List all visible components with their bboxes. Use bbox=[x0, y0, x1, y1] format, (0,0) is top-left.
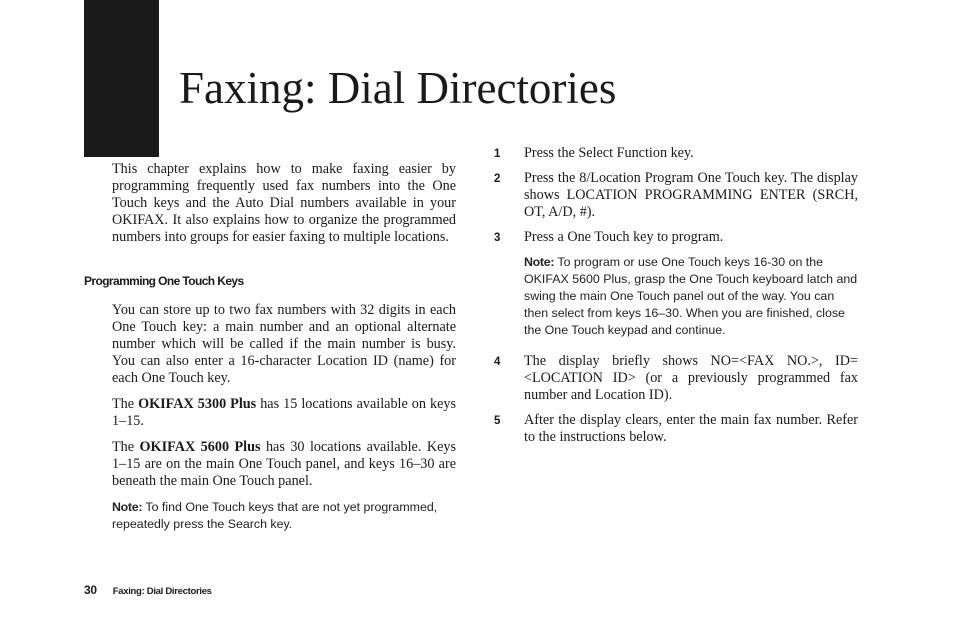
intro-column bbox=[112, 161, 456, 246]
running-title: Faxing: Dial Directories bbox=[112, 586, 212, 597]
para2-post: has 15 locations available on keys 1–15. bbox=[112, 396, 457, 429]
step-text: Press the Select Function key. bbox=[524, 145, 694, 161]
step-2 bbox=[494, 170, 858, 221]
intro-paragraph: This chapter explains how to make faxing easier by programming frequently used fax numbers into the One Touch keys and the Auto Dial numbers available in your OKIFAX. It also explains how to organize the programmed numbers into groups for easier faxing to multiple locations. bbox=[112, 161, 456, 245]
body-paragraph-1: You can store up to two fax numbers with 32 digits in each One Touch key: a main number and an optional alternate number which will be called if the main number is busy. You can also enter a 16-character Location ID (name) for each One Touch key. bbox=[112, 302, 456, 386]
note-right bbox=[494, 254, 858, 339]
step-number: 3 bbox=[494, 232, 501, 244]
para3-pre: The bbox=[112, 439, 140, 455]
body-paragraph-3 bbox=[112, 439, 456, 490]
page-number: 30 bbox=[84, 583, 97, 597]
model-5600: OKIFAX 5600 Plus bbox=[139, 439, 261, 455]
step-5 bbox=[494, 412, 858, 446]
chapter-title: Faxing: Dial Directories bbox=[179, 63, 617, 113]
step-text: The display briefly shows NO=<FAX NO.>, ID=<LOCATION ID> (or a previously programmed fax number and Location ID). bbox=[524, 353, 858, 403]
para3-post: has 30 locations available. Keys 1–15 are on the main One Touch panel, and keys 16–30 are beneath the main One Touch panel. bbox=[112, 439, 456, 489]
step-text: After the display clears, enter the main fax number. Refer to the instructions below. bbox=[524, 412, 858, 445]
step-number: 5 bbox=[494, 415, 501, 427]
step-number: 1 bbox=[494, 148, 501, 160]
step-3 bbox=[494, 229, 858, 246]
steps-column bbox=[494, 145, 858, 454]
note-left bbox=[112, 499, 456, 533]
step-4 bbox=[494, 353, 858, 404]
step-text: Press the 8/Location Program One Touch key. The display shows LOCATION PROGRAMMING ENTER (SRCH, OT, A/D, #). bbox=[524, 170, 858, 220]
para2-pre: The bbox=[112, 396, 139, 412]
step-number: 4 bbox=[494, 356, 501, 368]
step-1 bbox=[494, 145, 858, 162]
note-right-label: Note: bbox=[524, 255, 555, 269]
page-footer bbox=[84, 581, 212, 599]
note-left-label: Note: bbox=[112, 500, 143, 514]
chapter-tab-block bbox=[84, 0, 159, 157]
left-body-column bbox=[112, 302, 456, 533]
note-right-text: To program or use One Touch keys 16-30 on the OKIFAX 5600 Plus, grasp the One Touch keyboard latch and swing the main One Touch panel out of the way. You can then select from keys 16–30. When you are finished, close the One Touch keypad and continue. bbox=[524, 255, 858, 337]
body-paragraph-2 bbox=[112, 396, 456, 430]
note-left-text: To find One Touch keys that are not yet programmed, repeatedly press the Search key. bbox=[112, 500, 438, 531]
model-5300: OKIFAX 5300 Plus bbox=[138, 396, 257, 412]
step-number: 2 bbox=[494, 173, 501, 185]
step-text: Press a One Touch key to program. bbox=[524, 229, 724, 245]
section-heading: Programming One Touch Keys bbox=[84, 274, 244, 288]
